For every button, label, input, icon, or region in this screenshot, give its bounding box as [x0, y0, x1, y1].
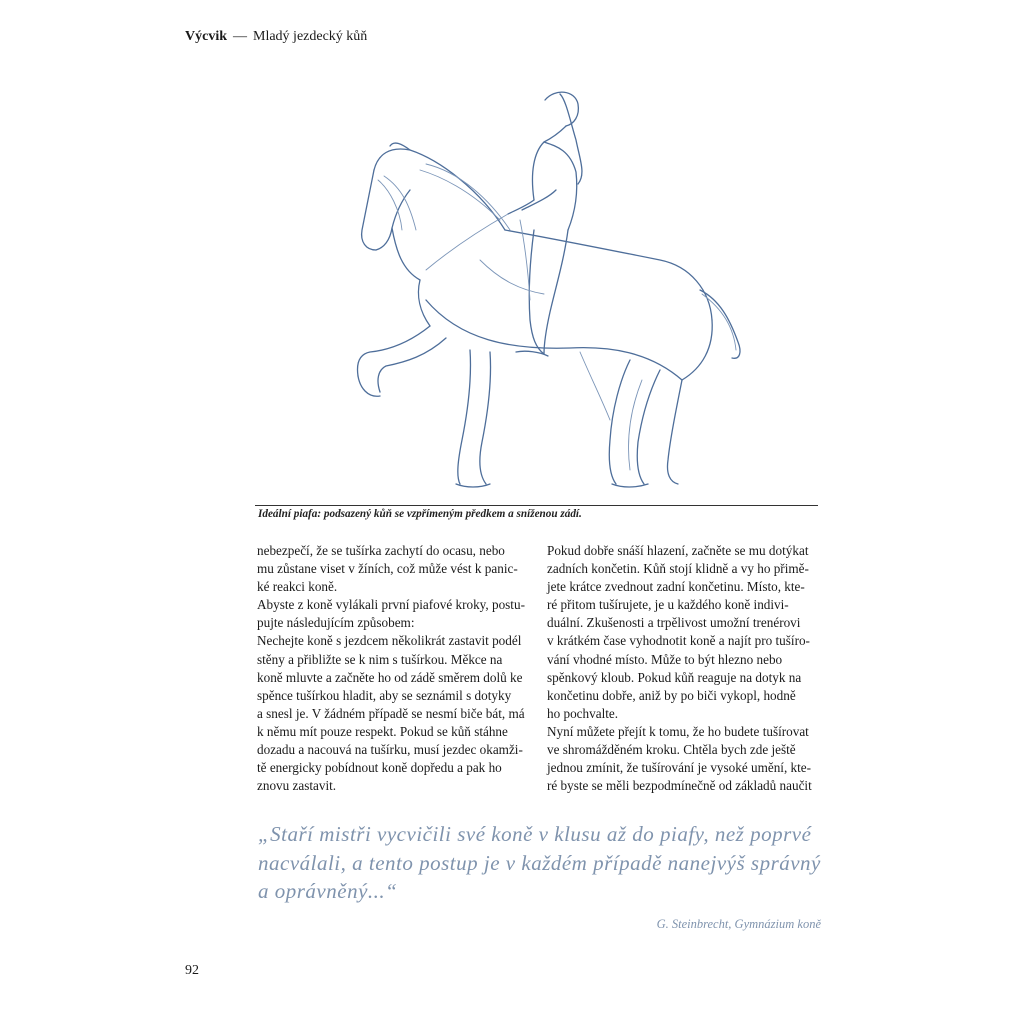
text-line: dozadu a nacouvá na tušírku, musí jezdec okamži- — [257, 742, 523, 758]
text-line: ho pochvalte. — [547, 705, 619, 721]
header-section: Výcvik — [185, 29, 227, 44]
page-number: 92 — [185, 963, 199, 978]
text-line: Nyní můžete přejít k tomu, že ho budete tušírovat — [547, 723, 809, 739]
text-line: ké reakci koně. — [257, 579, 338, 595]
text-line: vání vhodné místo. Může to být hlezno nebo — [547, 651, 783, 667]
text-line: v krátkém čase vyhodnotit koně a najít pro tušíro- — [547, 633, 810, 649]
text-line: duální. Zkušenosti a trpělivost umožní trenérovi — [547, 615, 801, 631]
quote-line: nacválali, a tento postup je v každém případě nanejvýš správný — [258, 850, 821, 875]
text-line: koně mluvte a začněte ho od zádě směrem dolů ke — [257, 669, 523, 685]
right-text-column — [547, 542, 832, 795]
text-line: ré byste se měli bezpodmínečně od základů naučit — [547, 778, 812, 794]
text-line: jete krátce zvednout zadní končetinu. Místo, kte- — [547, 579, 805, 595]
quote-line: „Staří mistři vycvičili své koně v klusu až do piafy, než poprvé — [258, 822, 812, 846]
text-line: Pokud dobře snáší hlazení, začněte se mu dotýkat — [547, 543, 809, 558]
text-line: znovu zastavit. — [257, 778, 337, 794]
text-line: ré přitom tušírujete, je u každého koně indivi- — [547, 597, 789, 613]
running-header — [185, 29, 367, 45]
horse-rider-piaffe-sketch-icon — [330, 80, 790, 500]
quote-line: a oprávněný...“ — [258, 879, 398, 904]
left-text-column — [257, 542, 542, 795]
header-title: Mladý jezdecký kůň — [253, 29, 368, 44]
text-line: Abyste z koně vylákali první piafové kroky, postu- — [257, 597, 525, 613]
text-line: a snesl je. V žádném případě se nesmí biče bát, má — [257, 705, 525, 721]
text-line: Nechejte koně s jezdcem několikrát zastavit podél — [257, 633, 522, 649]
text-line: nebezpečí, že se tušírka zachytí do ocasu, nebo — [257, 543, 505, 558]
text-line: k němu mít pouze respekt. Pokud se kůň stáhne — [257, 723, 508, 739]
text-line: spěnkový kloub. Pokud kůň reaguje na dotyk na — [547, 669, 802, 685]
text-line: stěny a přibližte se k nim s tušírkou. Měkce na — [257, 651, 503, 667]
text-line: jednou zmínit, že tušírování je vysoké umění, kte- — [547, 760, 812, 776]
text-line: mu zůstane viset v žíních, což může vést k panic- — [257, 561, 518, 577]
text-line: spěnce tušírkou hladit, aby se seznámil s dotyky — [257, 687, 512, 703]
text-line: končetinu dobře, aniž by po biči vykopl, hodně — [547, 687, 796, 703]
quote-attribution: G. Steinbrecht, Gymnázium koně — [656, 917, 821, 931]
figure-caption: Ideální piafa: podsazený kůň se vzpřímeným předkem a sníženou zádí. — [258, 508, 582, 520]
text-line: pujte následujícím způsobem: — [257, 615, 415, 631]
text-line: ve shromážděném kroku. Chtěla bych zde ještě — [547, 742, 796, 758]
caption-rule — [255, 505, 818, 506]
text-line: zadních končetin. Kůň stojí klidně a vy ho přimě- — [547, 561, 809, 577]
header-separator: — — [233, 29, 247, 44]
text-line: tě energicky pobídnout koně dopředu a pak ho — [257, 760, 502, 776]
pull-quote — [258, 820, 828, 906]
